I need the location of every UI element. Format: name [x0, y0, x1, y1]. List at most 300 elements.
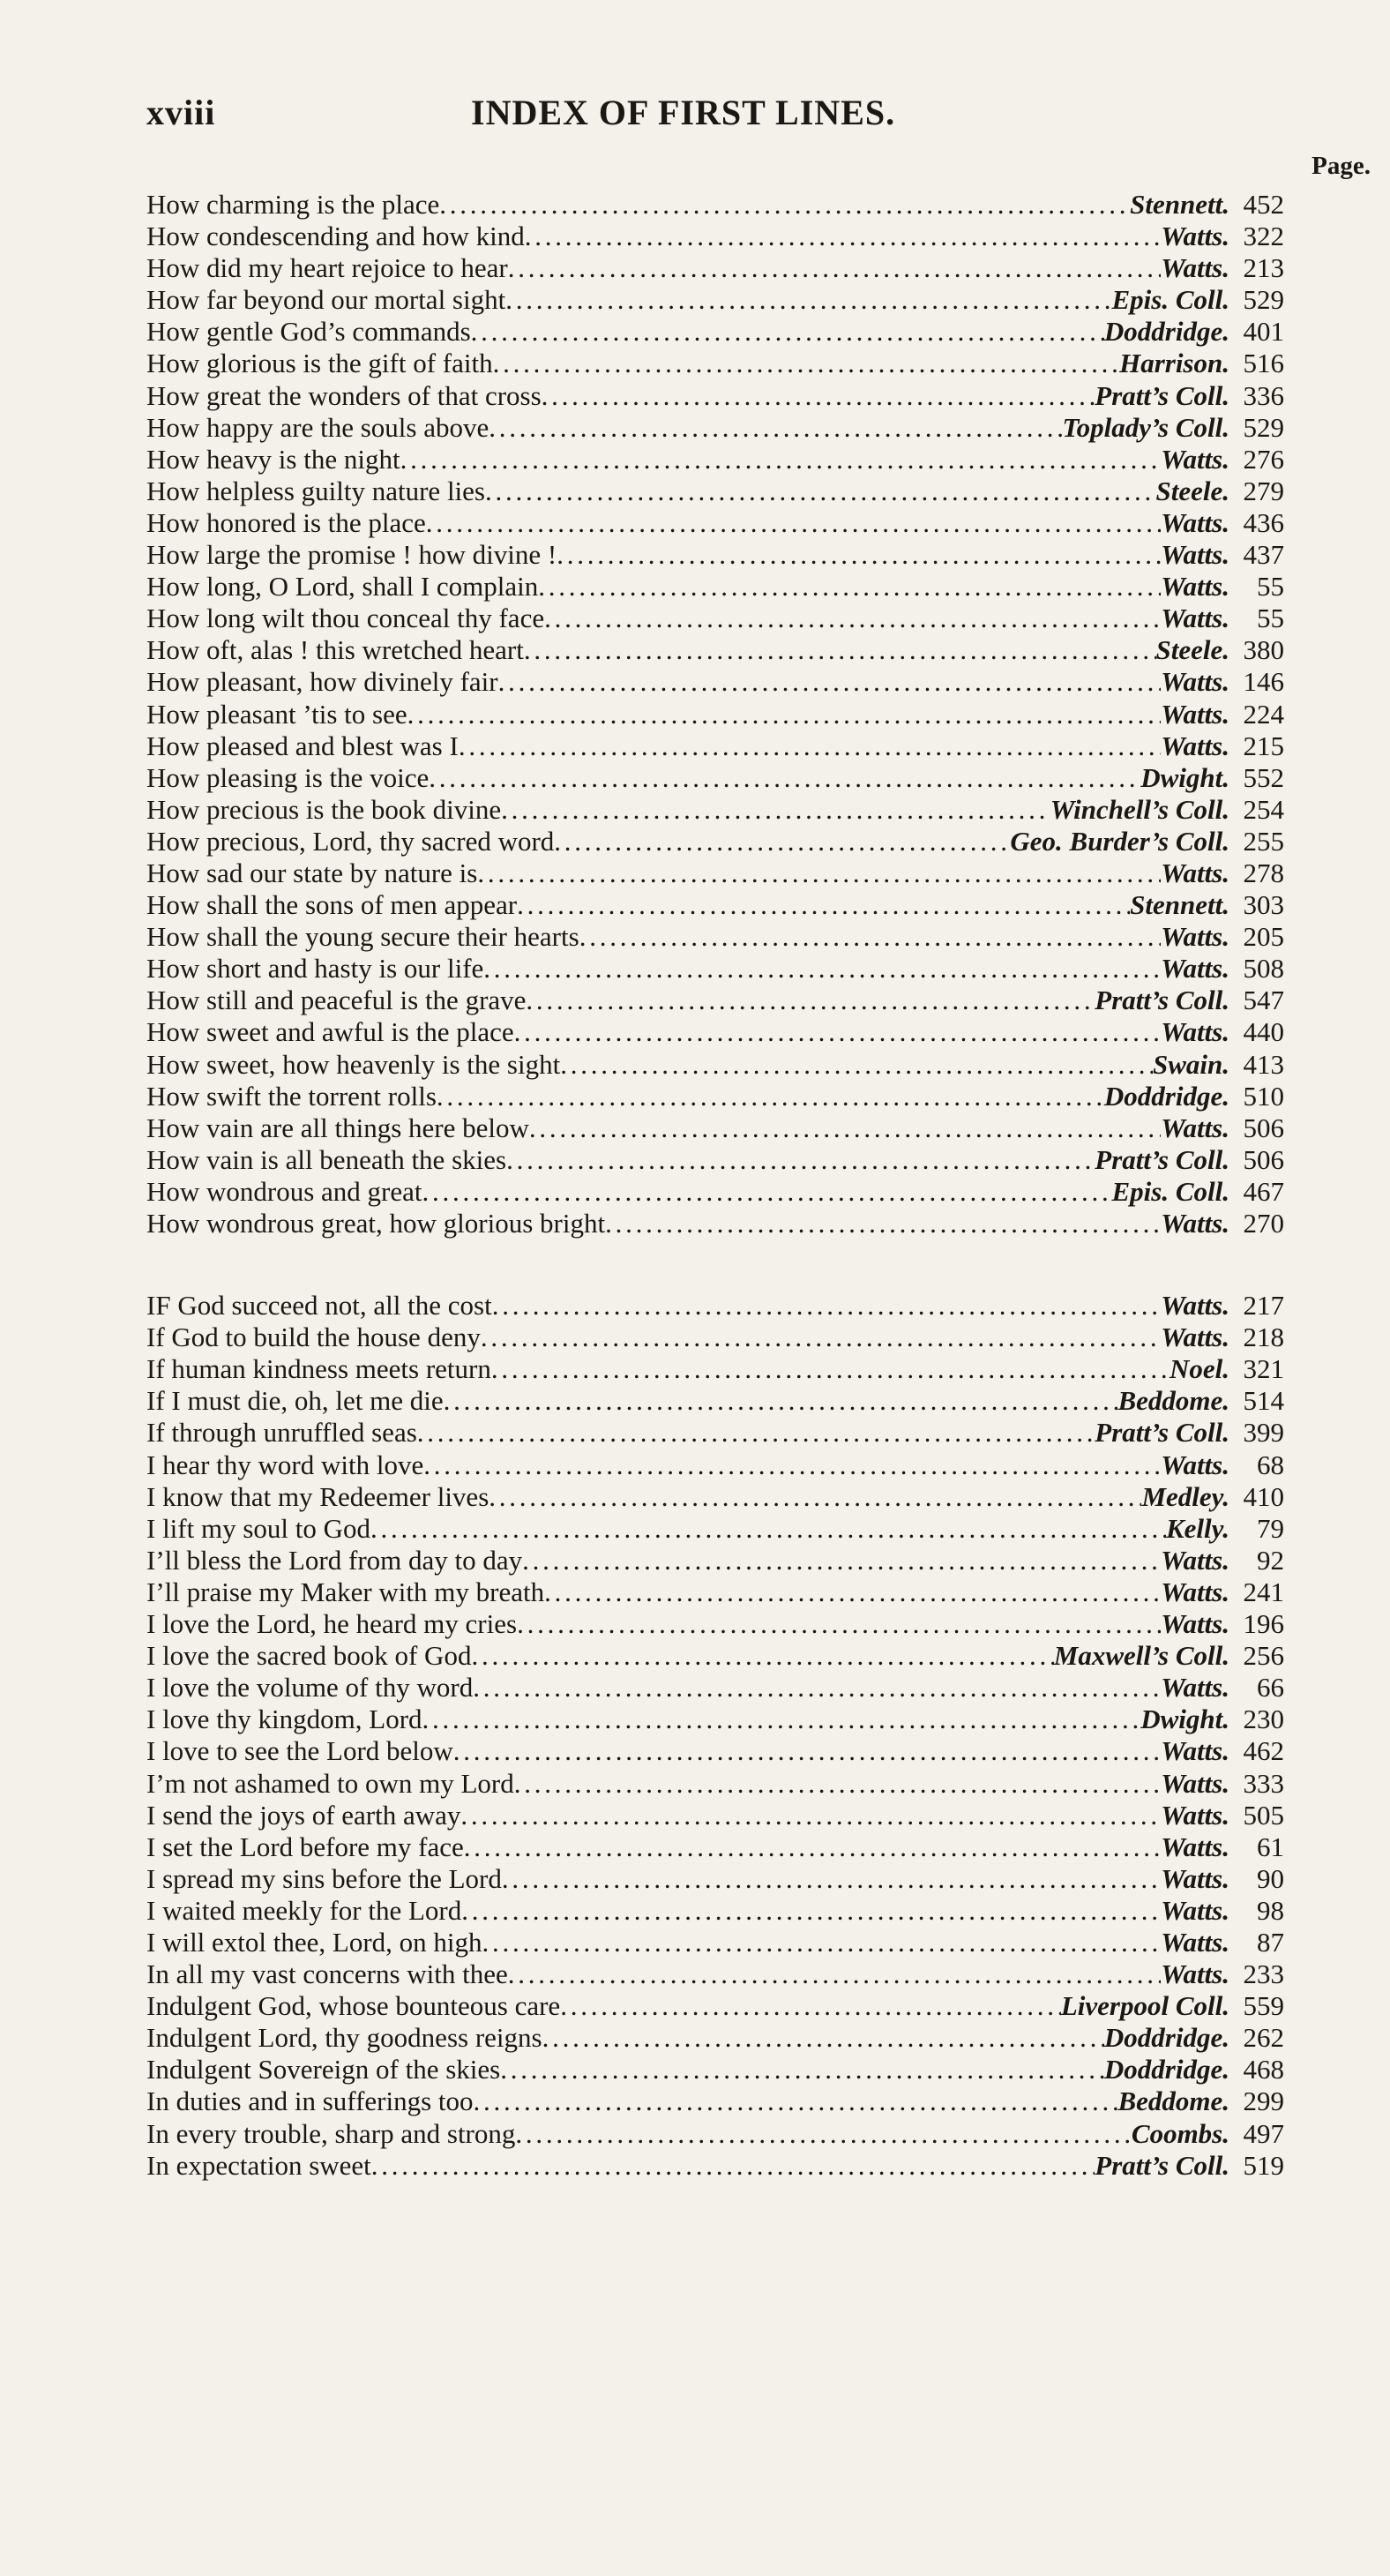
page-number: 452	[1243, 189, 1284, 220]
author-name: Doddridge.	[1103, 2054, 1229, 2086]
first-line-text: I’m not ashamed to own my Lord	[146, 1767, 514, 1799]
index-entry	[146, 1081, 1284, 1112]
index-entry	[146, 1353, 1284, 1385]
first-line-text: Indulgent Sovereign of the skies	[146, 2054, 501, 2086]
index-entry	[146, 2086, 1284, 2117]
page-number: 462	[1243, 1735, 1284, 1767]
page-number: 299	[1243, 2086, 1284, 2117]
page-column-label: Page.	[1312, 152, 1371, 180]
author-name: Pratt’s Coll.	[1095, 1143, 1229, 1175]
page-number: 436	[1243, 506, 1284, 538]
dot-leader	[474, 2086, 1118, 2117]
page-number: 497	[1243, 2117, 1284, 2149]
index-entry	[146, 380, 1284, 412]
author-name: Watts.	[1161, 1544, 1229, 1576]
dot-leader	[491, 1353, 1170, 1385]
dot-leader	[505, 284, 1111, 316]
dot-leader	[524, 634, 1156, 666]
index-entry	[146, 1576, 1284, 1608]
index-entry	[146, 284, 1284, 316]
page-number: 256	[1243, 1640, 1284, 1672]
index-entry	[146, 1208, 1284, 1239]
index-entry	[146, 1608, 1284, 1640]
author-name: Medley.	[1141, 1480, 1229, 1512]
page-title: INDEX OF FIRST LINES.	[471, 93, 896, 132]
first-line-text: How precious, Lord, thy sacred word	[146, 825, 555, 857]
dot-leader	[579, 921, 1162, 953]
page-number: 276	[1243, 443, 1284, 475]
author-name: Watts.	[1161, 1208, 1229, 1239]
dot-leader	[485, 476, 1156, 507]
dot-leader	[522, 1545, 1161, 1576]
author-name: Geo. Burder’s Coll.	[1010, 825, 1229, 857]
index-entry	[146, 1385, 1284, 1417]
dot-leader	[453, 1735, 1161, 1767]
first-line-text: How did my heart rejoice to hear	[146, 252, 508, 284]
page-number: 278	[1243, 857, 1284, 888]
page-number: 508	[1243, 953, 1284, 985]
author-name: Coombs.	[1131, 2117, 1229, 2149]
index-entry	[146, 1800, 1284, 1831]
page-number: 213	[1243, 252, 1284, 284]
index-entry	[146, 1895, 1284, 1927]
index-entry	[146, 507, 1284, 539]
page-number: 552	[1243, 761, 1284, 793]
index-entry	[146, 762, 1284, 794]
first-line-text: I love the sacred book of God	[146, 1640, 472, 1672]
dot-leader	[560, 1049, 1153, 1081]
page-number: 519	[1243, 2149, 1284, 2181]
index-entry	[146, 1112, 1284, 1144]
page-number: 380	[1243, 634, 1284, 666]
page-number: 55	[1257, 571, 1284, 603]
first-line-text: I love the Lord, he heard my cries	[146, 1608, 518, 1640]
dot-leader	[439, 189, 1130, 221]
first-line-text: How gentle God’s commands	[146, 316, 471, 348]
index-entry	[146, 2054, 1284, 2086]
page-number: 90	[1257, 1862, 1284, 1894]
author-name: Watts.	[1161, 1735, 1229, 1767]
author-name: Watts.	[1161, 1449, 1229, 1480]
index-entry	[146, 857, 1284, 889]
dot-leader	[557, 539, 1161, 571]
first-line-text: I know that my Redeemer lives	[146, 1480, 489, 1512]
first-line-text: How short and hasty is our life	[146, 953, 484, 985]
author-name: Beddome.	[1117, 2086, 1229, 2117]
index-entry	[146, 1672, 1284, 1704]
author-name: Watts.	[1161, 221, 1229, 252]
author-name: Noel.	[1169, 1353, 1229, 1385]
first-line-text: In all my vast concerns with thee	[146, 1958, 508, 1990]
page-number: 321	[1243, 1353, 1284, 1385]
author-name: Watts.	[1161, 1608, 1229, 1640]
dot-leader	[417, 1417, 1095, 1449]
author-name: Epis. Coll.	[1111, 1175, 1229, 1207]
dot-leader	[542, 380, 1095, 412]
first-line-text: If God to build the house deny	[146, 1322, 481, 1353]
page-number: 413	[1243, 1048, 1284, 1080]
running-header	[146, 92, 1284, 145]
author-name: Toplady’s Coll.	[1062, 411, 1229, 443]
index-entry	[146, 2022, 1284, 2054]
author-name: Pratt’s Coll.	[1095, 2149, 1229, 2181]
author-name: Watts.	[1161, 1831, 1229, 1862]
index-entry	[146, 1016, 1284, 1048]
index-entry	[146, 1927, 1284, 1958]
index-entry	[146, 921, 1284, 953]
index-entry	[146, 794, 1284, 826]
author-name: Watts.	[1161, 1862, 1229, 1894]
page-number: 514	[1243, 1385, 1284, 1417]
first-line-text: How great the wonders of that cross	[146, 379, 542, 411]
first-line-text: In duties and in sufferings too	[146, 2086, 474, 2117]
author-name: Kelly.	[1165, 1512, 1229, 1544]
author-name: Dwight.	[1140, 761, 1229, 793]
index-entry	[146, 985, 1284, 1016]
page-number: 529	[1243, 411, 1284, 443]
author-name: Swain.	[1152, 1048, 1229, 1080]
first-line-text: How pleased and blest was I	[146, 730, 459, 761]
first-line-text: How condescending and how kind	[146, 221, 525, 252]
dot-leader	[514, 1768, 1161, 1800]
page-number: 529	[1243, 284, 1284, 316]
first-line-text: How still and peaceful is the grave	[146, 985, 527, 1016]
dot-leader	[506, 1144, 1095, 1176]
dot-leader	[560, 1990, 1061, 2022]
author-name: Watts.	[1161, 1958, 1229, 1990]
dot-leader	[517, 889, 1130, 921]
author-name: Watts.	[1161, 1290, 1229, 1322]
page-number: 440	[1243, 1016, 1284, 1048]
index-entry	[146, 699, 1284, 730]
page-number: 333	[1243, 1767, 1284, 1799]
first-line-text: How shall the young secure their hearts	[146, 921, 579, 953]
index-entry	[146, 189, 1284, 221]
page-number: 233	[1243, 1958, 1284, 1990]
page-number: 322	[1243, 221, 1284, 252]
page-number: 68	[1257, 1449, 1284, 1480]
page-number: 547	[1243, 985, 1284, 1016]
author-name: Pratt’s Coll.	[1095, 1417, 1229, 1449]
index-entry	[146, 1322, 1284, 1353]
author-name: Watts.	[1161, 571, 1229, 603]
dot-leader	[400, 444, 1162, 476]
index-entry	[146, 1768, 1284, 1800]
dot-leader	[426, 507, 1161, 539]
first-line-text: How helpless guilty nature lies	[146, 475, 485, 506]
dot-leader	[423, 1449, 1161, 1481]
index-entry	[146, 666, 1284, 698]
page-number: 255	[1243, 825, 1284, 857]
dot-leader	[477, 857, 1161, 889]
first-line-text: I send the joys of earth away	[146, 1799, 461, 1831]
dot-leader	[526, 985, 1095, 1016]
first-line-text: In every trouble, sharp and strong	[146, 2117, 516, 2149]
first-line-text: How sweet and awful is the place	[146, 1016, 514, 1048]
page-number: 437	[1243, 539, 1284, 571]
author-name: Watts.	[1161, 252, 1229, 284]
page-number: 505	[1243, 1799, 1284, 1831]
author-name: Watts.	[1161, 730, 1229, 761]
author-name: Watts.	[1161, 506, 1229, 538]
dot-leader	[489, 1481, 1141, 1513]
page-number: 79	[1257, 1512, 1284, 1544]
first-line-text: How pleasant ’tis to see	[146, 698, 407, 730]
author-name: Pratt’s Coll.	[1095, 379, 1229, 411]
page-number: 399	[1243, 1417, 1284, 1449]
first-line-text: How long, O Lord, shall I complain	[146, 571, 539, 603]
index-entry	[146, 539, 1284, 571]
dot-leader	[471, 316, 1104, 348]
page-number: 262	[1243, 2022, 1284, 2054]
first-line-text: How vain is all beneath the skies	[146, 1143, 507, 1175]
dot-leader	[502, 1863, 1161, 1895]
dot-leader	[461, 1895, 1161, 1927]
page-number: 506	[1243, 1112, 1284, 1143]
first-line-text: I will extol thee, Lord, on high	[146, 1926, 482, 1958]
author-name: Watts.	[1161, 539, 1229, 571]
index-entry	[146, 730, 1284, 762]
page-number: 92	[1257, 1544, 1284, 1576]
section-gap	[146, 1239, 1284, 1290]
index-entry	[146, 444, 1284, 476]
author-name: Watts.	[1161, 1322, 1229, 1353]
first-line-text: If human kindness meets return	[146, 1353, 491, 1385]
dot-leader	[544, 603, 1161, 634]
index-entry	[146, 1990, 1284, 2022]
index-entry	[146, 1417, 1284, 1449]
author-name: Watts.	[1161, 1576, 1229, 1607]
page-number: 303	[1243, 889, 1284, 921]
dot-leader	[481, 1322, 1161, 1353]
author-name: Maxwell’s Coll.	[1053, 1640, 1229, 1672]
author-name: Watts.	[1161, 603, 1229, 634]
first-line-text: How large the promise ! how divine !	[146, 539, 557, 571]
author-name: Doddridge.	[1103, 2022, 1229, 2054]
author-name: Pratt’s Coll.	[1095, 985, 1229, 1016]
first-line-text: I hear thy word with love	[146, 1449, 424, 1480]
dot-leader	[489, 412, 1062, 444]
page-number: 224	[1243, 698, 1284, 730]
first-line-text: I set the Lord before my face	[146, 1831, 464, 1862]
index-entry	[146, 316, 1284, 348]
dot-leader	[371, 2150, 1095, 2182]
first-line-text: How pleasing is the voice	[146, 761, 430, 793]
page-number: 218	[1243, 1322, 1284, 1353]
first-line-text: I’ll praise my Maker with my breath	[146, 1576, 545, 1607]
author-name: Steele.	[1155, 634, 1229, 666]
index-entry	[146, 1958, 1284, 1990]
index-entry	[146, 1449, 1284, 1481]
index-entry	[146, 1144, 1284, 1176]
page-number: 516	[1243, 348, 1284, 379]
dot-leader	[482, 1927, 1162, 1958]
first-line-text: How heavy is the night	[146, 443, 400, 475]
index-entry	[146, 953, 1284, 985]
page-number: 336	[1243, 379, 1284, 411]
first-line-text: I lift my soul to God	[146, 1512, 371, 1544]
page-number: 467	[1243, 1175, 1284, 1207]
index-entry	[146, 603, 1284, 634]
first-line-text: I love the volume of thy word	[146, 1672, 474, 1704]
author-name: Watts.	[1161, 1926, 1229, 1958]
author-name: Watts.	[1161, 1112, 1229, 1143]
dot-leader	[370, 1513, 1166, 1545]
first-line-text: If through unruffled seas	[146, 1417, 417, 1449]
author-name: Watts.	[1161, 1799, 1229, 1831]
dot-leader	[508, 252, 1161, 284]
dot-leader	[422, 1704, 1141, 1735]
page-number: 55	[1257, 603, 1284, 634]
page-number: 66	[1257, 1672, 1284, 1704]
first-line-text: I’ll bless the Lord from day to day	[146, 1544, 523, 1576]
author-name: Watts.	[1161, 953, 1229, 985]
dot-leader	[529, 1112, 1161, 1144]
index-entry	[146, 1863, 1284, 1895]
index-entry	[146, 1481, 1284, 1513]
first-line-text: Indulgent God, whose bounteous care	[146, 1990, 561, 2022]
author-name: Stennett.	[1130, 189, 1229, 220]
index-entry	[146, 2118, 1284, 2150]
author-name: Watts.	[1161, 1672, 1229, 1704]
dot-leader	[554, 826, 1010, 857]
page-number: 241	[1243, 1576, 1284, 1607]
page-number: 230	[1243, 1704, 1284, 1735]
author-name: Watts.	[1161, 1016, 1229, 1048]
first-line-text: In expectation sweet	[146, 2149, 371, 2181]
first-line-text: How vain are all things here below	[146, 1112, 529, 1143]
dot-leader	[542, 2022, 1104, 2054]
page-number: 468	[1243, 2054, 1284, 2086]
page-number: 254	[1243, 793, 1284, 825]
page-number: 98	[1257, 1894, 1284, 1926]
first-line-text: How wondrous great, how glorious bright	[146, 1208, 606, 1239]
author-name: Stennett.	[1130, 889, 1229, 921]
dot-leader	[437, 1081, 1104, 1112]
index-entry	[146, 252, 1284, 284]
page-number: 205	[1243, 921, 1284, 953]
page-number: 196	[1243, 1608, 1284, 1640]
dot-leader	[508, 1958, 1161, 1990]
author-name: Harrison.	[1119, 348, 1229, 379]
index-entry	[146, 1640, 1284, 1672]
dot-leader	[444, 1385, 1118, 1417]
index-entry	[146, 476, 1284, 507]
index-entry	[146, 1545, 1284, 1576]
dot-leader	[538, 571, 1161, 603]
dot-leader	[515, 2118, 1132, 2150]
author-name: Beddome.	[1117, 1385, 1229, 1417]
dot-leader	[498, 666, 1162, 698]
author-name: Watts.	[1161, 1767, 1229, 1799]
first-line-text: How oft, alas ! this wretched heart	[146, 634, 524, 666]
index-entry	[146, 889, 1284, 921]
page-folio: xviii	[146, 93, 216, 132]
author-name: Liverpool Coll.	[1060, 1990, 1229, 2022]
index-entry	[146, 412, 1284, 444]
index-entry	[146, 1176, 1284, 1208]
dot-leader	[514, 1016, 1162, 1048]
dot-leader	[492, 1290, 1161, 1322]
index-entry	[146, 571, 1284, 603]
index-entry	[146, 634, 1284, 666]
first-line-text: How honored is the place	[146, 506, 426, 538]
page-number: 87	[1257, 1926, 1284, 1958]
first-line-text: How sad our state by nature is	[146, 857, 478, 888]
index-entry	[146, 1049, 1284, 1081]
first-line-text: How happy are the souls above	[146, 411, 489, 443]
first-line-text: How precious is the book divine	[146, 793, 502, 825]
page-number: 279	[1243, 475, 1284, 506]
author-name: Watts.	[1161, 921, 1229, 953]
page-number: 270	[1243, 1208, 1284, 1239]
first-line-text: Indulgent Lord, thy goodness reigns	[146, 2022, 542, 2054]
index-entry	[146, 826, 1284, 857]
author-name: Watts.	[1161, 666, 1229, 698]
index-entry	[146, 221, 1284, 252]
index-entry	[146, 1513, 1284, 1545]
author-name: Steele.	[1155, 475, 1229, 506]
dot-leader	[483, 953, 1161, 985]
author-name: Doddridge.	[1103, 316, 1229, 348]
dot-leader	[459, 730, 1161, 762]
first-line-text: IF God succeed not, all the cost	[146, 1290, 492, 1322]
first-line-text: How swift the torrent rolls	[146, 1080, 437, 1112]
first-line-text: How far beyond our mortal sight	[146, 284, 506, 316]
index-entry	[146, 1704, 1284, 1735]
dot-leader	[464, 1831, 1161, 1863]
first-line-text: How pleasant, how divinely fair	[146, 666, 498, 698]
author-name: Watts.	[1161, 698, 1229, 730]
page-number: 401	[1243, 316, 1284, 348]
index-entry	[146, 1831, 1284, 1863]
first-lines-index	[146, 189, 1284, 2182]
first-line-text: How long wilt thou conceal thy face	[146, 603, 545, 634]
page-number: 61	[1257, 1831, 1284, 1862]
author-name: Dwight.	[1140, 1704, 1229, 1735]
dot-leader	[460, 1800, 1161, 1831]
index-entry	[146, 348, 1284, 379]
page-number: 510	[1243, 1080, 1284, 1112]
dot-leader	[471, 1640, 1053, 1672]
dot-leader	[493, 348, 1119, 379]
dot-leader	[429, 762, 1140, 794]
dot-leader	[517, 1608, 1161, 1640]
dot-leader	[407, 699, 1162, 730]
dot-leader	[473, 1672, 1161, 1704]
index-entry	[146, 1735, 1284, 1767]
dot-leader	[605, 1208, 1161, 1239]
author-name: Doddridge.	[1103, 1080, 1229, 1112]
first-line-text: How shall the sons of men appear	[146, 889, 518, 921]
author-name: Epis. Coll.	[1111, 284, 1229, 316]
page-number: 506	[1243, 1143, 1284, 1175]
page-number: 559	[1243, 1990, 1284, 2022]
index-entry	[146, 1290, 1284, 1322]
first-line-text: How glorious is the gift of faith	[146, 348, 493, 379]
page-number: 146	[1243, 666, 1284, 698]
first-line-text: I spread my sins before the Lord	[146, 1862, 502, 1894]
page-number: 215	[1243, 730, 1284, 761]
page-number: 410	[1243, 1480, 1284, 1512]
first-line-text: I love thy kingdom, Lord	[146, 1704, 422, 1735]
dot-leader	[544, 1576, 1161, 1608]
author-name: Watts.	[1161, 1894, 1229, 1926]
first-line-text: I waited meekly for the Lord	[146, 1894, 462, 1926]
dot-leader	[525, 221, 1161, 252]
first-line-text: If I must die, oh, let me die	[146, 1385, 444, 1417]
dot-leader	[501, 794, 1050, 826]
